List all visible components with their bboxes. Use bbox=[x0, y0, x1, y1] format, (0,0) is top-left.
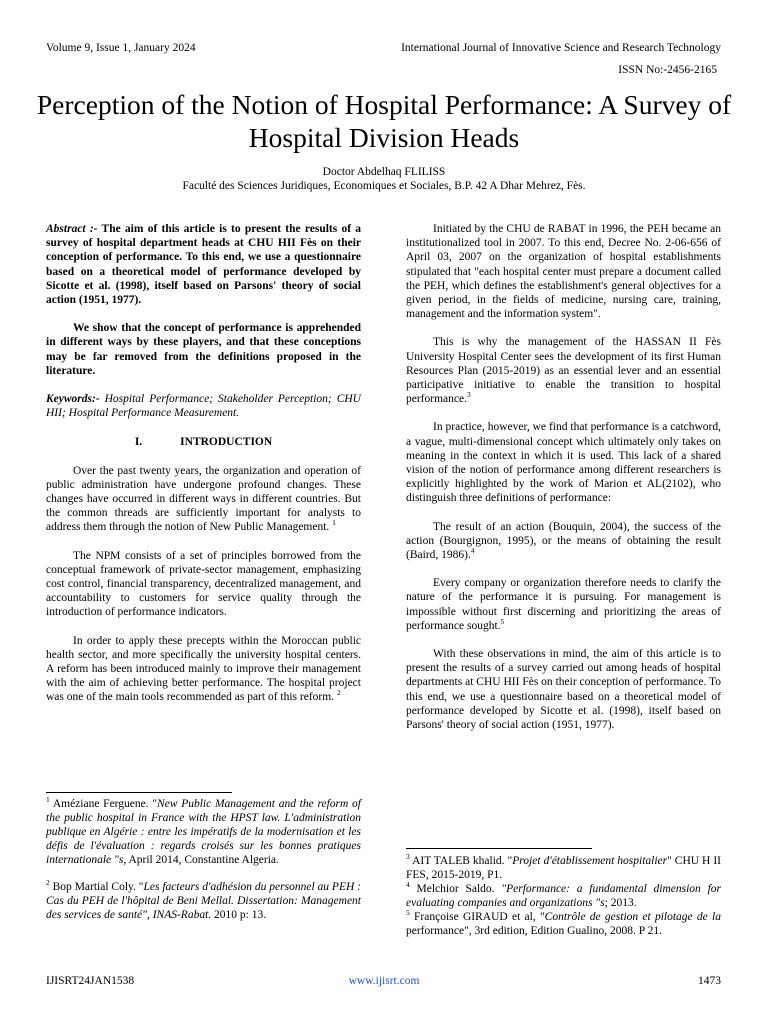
left-column bbox=[46, 222, 361, 705]
footnote-3-title: Projet d'établissement hospitalier bbox=[512, 855, 668, 867]
footnote-ref-5[interactable]: 5 bbox=[500, 617, 505, 627]
article-code: IJISRT24JAN1538 bbox=[46, 975, 135, 987]
footnote-4-lead: Melchior Saldo. bbox=[409, 883, 502, 895]
section-number: I. bbox=[134, 436, 143, 449]
footnote-4 bbox=[406, 882, 721, 910]
abstract-label: Abstract :- bbox=[46, 223, 98, 235]
section-heading bbox=[46, 435, 361, 449]
footnote-3-tail: " CHU H II FES, 2015-2019, P1. bbox=[406, 855, 721, 881]
footnote-5-tail: performance", 3rd edition, Edition Gualino, 2008. P 21. bbox=[406, 925, 662, 937]
footnote-divider-right bbox=[406, 848, 592, 849]
footnote-ref-3[interactable]: 3 bbox=[466, 390, 471, 400]
keywords-text: Hospital Performance; Stakeholder Perception; CHU HII; Hospital Performance Measurement. bbox=[46, 393, 361, 420]
footnote-1-number: 1 bbox=[46, 795, 50, 805]
right-paragraph-6: With these observations in mind, the aim of this article is to present the results of a survey carried out among heads of hospital departments at CHU HII Fès on their conception of performance. To this end, we use a questionnaire based on a theoretical model of performance developed by Sicotte et al. (1998), itself based on Parsons' theory of social action (1951, 1977). bbox=[406, 648, 721, 732]
right-paragraph-4-text: The result of an action (Bouquin, 2004), the success of the action (Bourgignon, 1995), or the means of obtaining the result (Baird, 1986). bbox=[406, 520, 721, 562]
volume-info: Volume 9, Issue 1, January 2024 bbox=[46, 42, 196, 54]
right-paragraph-5-text: Every company or organization therefore needs to clarify the nature of the performance it is pursuing. For management is impossible without first discerning and prioritizing the areas of performance sought. bbox=[406, 577, 721, 632]
abstract-text: The aim of this article is to present the results of a survey of hospital department heads at CHU HII Fès on their conception of performance. To this end, we use a questionnaire based on a theoretical model of performance developed by Sicotte et al. (1998), itself based on Parsons' theory of social action (1951, 1977). bbox=[46, 223, 361, 307]
author-affiliation: Faculté des Sciences Juridiques, Economiques et Sociales, B.P. 42 A Dhar Mehrez, Fès. bbox=[182, 180, 586, 192]
right-column bbox=[406, 222, 721, 732]
footnote-3-number: 3 bbox=[406, 852, 410, 862]
footnote-4-number: 4 bbox=[406, 880, 410, 890]
footnote-4-tail: ; 2013. bbox=[604, 897, 637, 909]
author-name: Doctor Abdelhaq FLILISS bbox=[322, 166, 446, 178]
footnote-4-title: "Performance: a fundamental dimension for evaluating companies and organizations "s bbox=[406, 883, 721, 909]
right-paragraph-3: In practice, however, we find that performance is a catchword, a vague, multi-dimensional concept which ultimately only takes on meaning in the context in which it is used. This lack of a shared vision of the notion of performance among different researchers is explicitly highlighted by the work of Marion et AL(2102), who distinguish three definitions of performance: bbox=[406, 421, 721, 505]
footnote-divider-left bbox=[46, 792, 232, 793]
footnote-3-lead: AIT TALEB khalid. " bbox=[409, 855, 513, 867]
journal-name: International Journal of Innovative Science and Research Technology bbox=[401, 42, 721, 54]
section-title: INTRODUCTION bbox=[180, 436, 273, 449]
footnote-ref-1[interactable]: 1 bbox=[332, 518, 336, 528]
footnote-5-number: 5 bbox=[406, 908, 410, 918]
intro-paragraph-3 bbox=[46, 634, 361, 705]
footnote-ref-4[interactable]: 4 bbox=[470, 546, 475, 556]
right-paragraph-5 bbox=[406, 576, 721, 633]
footnote-1 bbox=[46, 797, 361, 867]
footnote-5-lead: Françoise GIRAUD et al, " bbox=[409, 911, 545, 923]
paper-title: Perception of the Notion of Hospital Performance: A Survey of Hospital Division Heads bbox=[36, 89, 732, 153]
abstract bbox=[46, 222, 361, 307]
right-paragraph-1: Initiated by the CHU de RABAT in 1996, the PEH became an institutionalized tool in 2007. To this end, Decree No. 2-06-656 of April 03, 2007 on the organization of hospital establishments stipulated that "each hospital center must prepare a document called the PEH, which defines the establishment's general objectives for a given period, in the fields of medicine, nursing care, training, management and the information system". bbox=[406, 223, 721, 321]
footnote-5 bbox=[406, 910, 721, 938]
footnote-3 bbox=[406, 854, 721, 882]
footnote-ref-2[interactable]: 2 bbox=[336, 688, 341, 698]
keywords bbox=[46, 392, 361, 420]
journal-website-link[interactable]: www.ijisrt.com bbox=[348, 975, 420, 987]
intro-paragraph-3-text: In order to apply these precepts within the Moroccan public health sector, and more specifically the university hospital centers. A reform has been introduced mainly to improve their management with the aim of achieving better performance. The hospital project was one of the main tools recommended as part of this reform. bbox=[46, 634, 361, 704]
issn: ISSN No:-2456-2165 bbox=[618, 64, 717, 76]
right-paragraph-4 bbox=[406, 520, 721, 563]
footnote-1-tail: , April 2014, Constantine Algeria. bbox=[123, 854, 279, 866]
keywords-label: Keywords:- bbox=[46, 393, 100, 406]
footnote-2-number: 2 bbox=[46, 878, 50, 888]
footnote-2-title: Les facteurs d'adhésion du personnel au PEH : Cas du PEH de l'hôpital de Beni Mellal. Dissertation: Management des services de santé", INAS-Rabat bbox=[46, 881, 361, 921]
footnote-2-lead: Bop Martial Coly. " bbox=[49, 881, 144, 893]
intro-paragraph-1 bbox=[46, 464, 361, 535]
right-paragraph-2-text: This is why the management of the HASSAN II Fès University Hospital Center sees the development of its first Human Resources Plan (2015-2019) as an essential lever and an essential participative initiative to enable the transition to hospital performance. bbox=[406, 336, 721, 406]
page-number: 1473 bbox=[698, 975, 721, 987]
footnotes-right bbox=[406, 854, 721, 938]
footnote-1-lead: Améziane Ferguene. " bbox=[49, 798, 158, 810]
footnote-2-tail: . 2010 p: 13. bbox=[208, 909, 267, 921]
footnote-2 bbox=[46, 880, 361, 922]
right-paragraph-2 bbox=[406, 335, 721, 406]
footnote-5-title: Contrôle de gestion et pilotage de la bbox=[544, 911, 721, 923]
footnote-1-title: New Public Management and the reform of the public hospital in France with the HPST law. L'administration publique en Algérie : entre les impératifs de la modernisation et les défis de l'évaluation : regards croisés sur les bonnes pratiques internationale "s bbox=[46, 798, 361, 866]
abstract-paragraph-2: We show that the concept of performance is apprehended in different ways by these players, and that these conceptions may be far removed from the definitions proposed in the literature. bbox=[46, 322, 361, 377]
footnotes-left bbox=[46, 797, 361, 922]
intro-paragraph-1-text: Over the past twenty years, the organization and operation of public administration have undergone profound changes. These changes have occurred in different ways in different countries. But the common threads are sufficiently important for analysts to address them through the notion of New Public Management. bbox=[46, 464, 361, 534]
intro-paragraph-2: The NPM consists of a set of principles borrowed from the conceptual framework of private-sector management, emphasizing cost control, financial transparency, decentralized management, and accountability to customers for service quality through the introduction of performance indicators. bbox=[46, 549, 361, 619]
